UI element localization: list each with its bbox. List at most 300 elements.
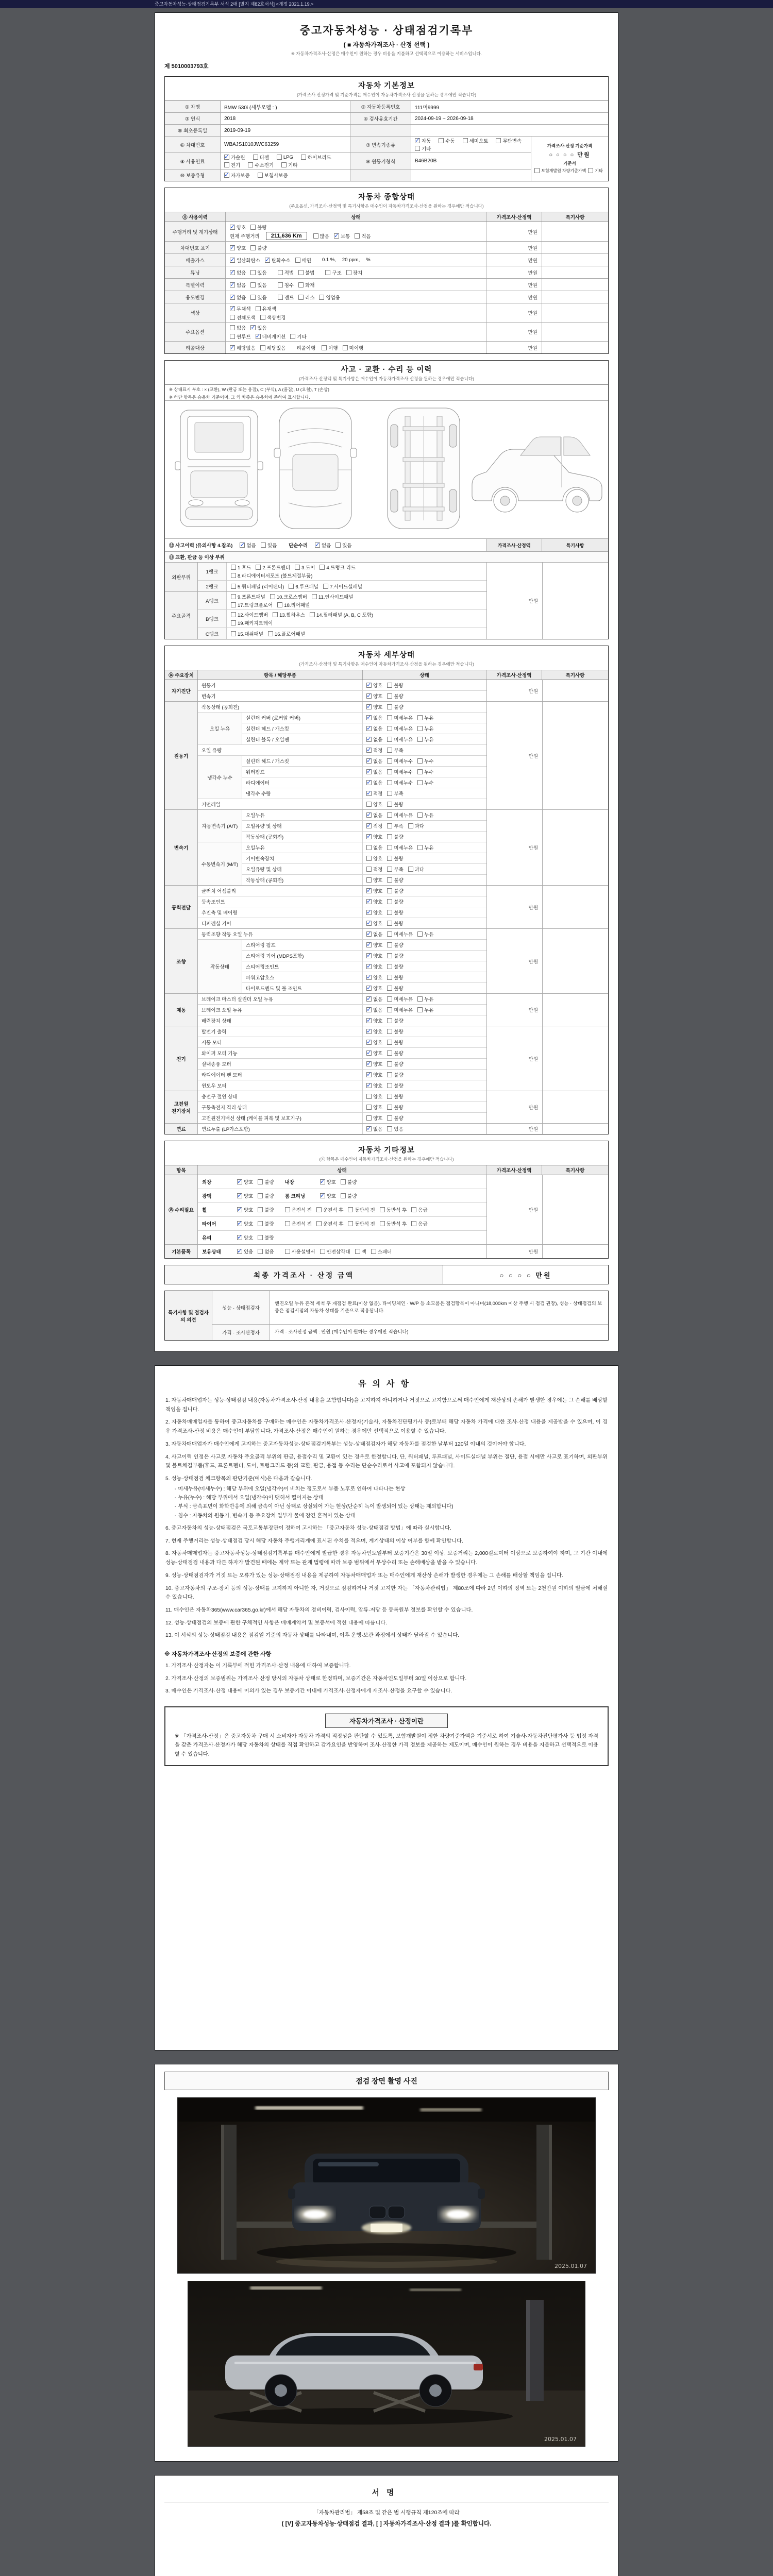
checkbox[interactable]	[230, 270, 235, 275]
checkbox[interactable]	[230, 245, 235, 250]
option	[230, 244, 246, 251]
checkbox[interactable]	[387, 953, 392, 958]
checkbox[interactable]	[334, 233, 339, 239]
checkbox[interactable]	[258, 1221, 263, 1226]
option	[258, 1220, 274, 1227]
checkbox[interactable]	[366, 910, 372, 915]
checkbox[interactable]	[341, 1179, 346, 1184]
table-header	[165, 670, 608, 680]
checkbox[interactable]	[366, 899, 372, 904]
status-line	[230, 304, 482, 312]
option	[366, 887, 382, 894]
option	[230, 344, 256, 351]
checkbox[interactable]	[366, 748, 372, 753]
checkbox[interactable]	[248, 162, 253, 167]
checkbox[interactable]	[415, 146, 420, 151]
checkbox[interactable]	[230, 345, 235, 350]
checkbox[interactable]	[417, 715, 423, 720]
option	[258, 172, 288, 179]
checkbox[interactable]	[230, 315, 235, 320]
checkbox[interactable]	[387, 704, 392, 709]
status-text: 현재 주행거리	[230, 234, 260, 240]
checkbox[interactable]	[387, 942, 392, 947]
item-label: 냉각수 수량	[242, 788, 363, 799]
checkbox[interactable]	[313, 233, 318, 239]
checkbox[interactable]	[224, 155, 229, 160]
checkbox[interactable]	[366, 737, 372, 742]
item-label: 워터펌프	[242, 767, 363, 777]
checkbox[interactable]	[387, 964, 392, 969]
checkbox[interactable]	[298, 282, 304, 287]
checkbox[interactable]	[341, 1193, 346, 1198]
checkbox[interactable]	[320, 1179, 325, 1184]
checkbox[interactable]	[588, 168, 593, 173]
checkbox[interactable]	[366, 812, 372, 818]
table-row	[165, 303, 608, 323]
option-label: 미세누유	[394, 1008, 413, 1013]
checkbox[interactable]	[417, 758, 423, 764]
checkbox[interactable]	[335, 543, 341, 548]
license-plate	[371, 2224, 402, 2232]
detail-row	[198, 907, 486, 918]
checkbox[interactable]	[343, 345, 348, 350]
checkbox[interactable]	[387, 1007, 392, 1012]
checkbox[interactable]	[387, 867, 392, 872]
section-note: (⑮ 항목은 매수인이 자동차가격조사·산정을 원하는 경우에만 적습니다)	[319, 1157, 454, 1162]
checkbox[interactable]	[278, 295, 283, 300]
checkbox[interactable]	[366, 1061, 372, 1066]
checkbox[interactable]	[253, 155, 258, 160]
checkbox[interactable]	[285, 1221, 290, 1226]
device-group	[165, 994, 608, 1026]
status-cell	[226, 303, 486, 322]
checkbox[interactable]	[285, 1207, 290, 1212]
checkbox[interactable]	[231, 594, 236, 599]
checkbox[interactable]	[316, 1221, 322, 1226]
checkbox[interactable]	[387, 1061, 392, 1066]
table-row	[165, 170, 531, 181]
checkbox[interactable]	[230, 258, 235, 263]
checkbox[interactable]	[387, 769, 392, 774]
checkbox[interactable]	[387, 986, 392, 991]
checkbox[interactable]	[231, 573, 236, 578]
checkbox[interactable]	[366, 1040, 372, 1045]
checkbox[interactable]	[231, 631, 236, 636]
checkbox[interactable]	[315, 543, 320, 548]
checkbox[interactable]	[387, 845, 392, 850]
checkbox[interactable]	[277, 155, 282, 160]
checkbox[interactable]	[237, 1207, 242, 1212]
detail-row	[198, 1070, 486, 1080]
checkbox[interactable]	[250, 282, 256, 287]
checkbox[interactable]	[387, 1018, 392, 1023]
option	[366, 941, 382, 948]
checkbox[interactable]	[380, 1221, 385, 1226]
checkbox[interactable]	[366, 683, 372, 688]
option	[387, 736, 413, 743]
option-label: 불량	[264, 1180, 274, 1185]
checkbox[interactable]	[278, 270, 283, 275]
checkbox[interactable]	[415, 138, 420, 143]
form-page-2-notices	[155, 1365, 618, 2050]
checkbox[interactable]	[366, 726, 372, 731]
checkbox[interactable]	[387, 1029, 392, 1034]
checkbox[interactable]	[277, 602, 282, 607]
checkbox[interactable]	[258, 1207, 263, 1212]
checkbox[interactable]	[224, 173, 229, 178]
option	[417, 779, 433, 786]
panel-option	[295, 564, 315, 571]
checkbox[interactable]	[316, 1207, 322, 1212]
checkbox[interactable]	[312, 594, 317, 599]
checkbox[interactable]	[231, 565, 236, 570]
checkbox[interactable]	[320, 1249, 325, 1254]
checkbox[interactable]	[256, 565, 261, 570]
car-windows	[276, 2336, 430, 2355]
checkbox[interactable]	[237, 1179, 242, 1184]
checkbox[interactable]	[366, 921, 372, 926]
option	[237, 1192, 253, 1199]
checkbox[interactable]	[260, 315, 265, 320]
checkbox[interactable]	[295, 565, 300, 570]
checkbox[interactable]	[380, 1207, 385, 1212]
option-label: 불량	[264, 1222, 274, 1227]
checkbox[interactable]	[417, 1007, 423, 1012]
etc-row	[198, 1217, 486, 1231]
guarantee-item	[165, 1662, 608, 1671]
checkbox[interactable]	[387, 921, 392, 926]
option	[366, 1039, 382, 1046]
checkbox[interactable]	[366, 953, 372, 958]
checkbox[interactable]	[387, 1040, 392, 1045]
checkbox[interactable]	[387, 1072, 392, 1077]
checkbox[interactable]	[366, 877, 372, 883]
checkbox[interactable]	[387, 812, 392, 818]
checkbox[interactable]	[260, 345, 265, 350]
checkbox[interactable]	[439, 138, 444, 143]
option-label: 수소전기	[255, 163, 274, 168]
checkbox[interactable]	[366, 964, 372, 969]
option-label: 전체도색	[237, 315, 256, 321]
car-diagram-svg	[170, 404, 603, 533]
checkbox[interactable]	[387, 758, 392, 764]
checkbox[interactable]	[258, 1249, 263, 1254]
checkbox[interactable]	[237, 1235, 242, 1240]
checkbox[interactable]	[224, 162, 229, 167]
field-label: ⑦ 변속기종류	[350, 137, 411, 152]
checkbox[interactable]	[387, 683, 392, 688]
checkbox[interactable]	[346, 270, 351, 275]
checkbox[interactable]	[310, 612, 315, 617]
status-text: 룸 크리닝	[284, 1194, 306, 1199]
checkbox[interactable]	[387, 780, 392, 785]
checkbox[interactable]	[320, 565, 325, 570]
form-page-4-signature	[155, 2475, 618, 2576]
status-cell	[226, 291, 486, 303]
checkbox[interactable]	[366, 780, 372, 785]
checkbox[interactable]	[285, 1249, 290, 1254]
checkbox[interactable]	[348, 1207, 353, 1212]
checkbox[interactable]	[366, 823, 372, 828]
notice-bullet: - 누유(누수) : 해당 부위에서 오일(냉각수)이 맺혀서 떨어지는 상태	[175, 1495, 324, 1501]
option-label: 있음	[244, 1249, 254, 1255]
option-label: 없음	[373, 1008, 383, 1013]
checkbox[interactable]	[258, 1235, 263, 1240]
checkbox[interactable]	[408, 823, 413, 828]
checkbox[interactable]	[355, 1249, 360, 1254]
checkbox[interactable]	[366, 975, 372, 980]
checkbox[interactable]	[387, 888, 392, 893]
checkbox[interactable]	[258, 173, 263, 178]
panel-option	[289, 583, 318, 590]
checkbox[interactable]	[366, 1018, 372, 1023]
checkbox[interactable]	[237, 1221, 242, 1226]
checkbox[interactable]	[387, 715, 392, 720]
checkbox[interactable]	[366, 1083, 372, 1088]
option	[366, 1028, 382, 1035]
checkbox[interactable]	[387, 748, 392, 753]
option	[366, 1104, 382, 1111]
car-underbody-view	[388, 408, 460, 529]
checkbox[interactable]	[387, 975, 392, 980]
checkbox[interactable]	[250, 225, 256, 230]
checkbox[interactable]	[298, 295, 304, 300]
item-label: 작동상태 (공회전)	[242, 875, 363, 885]
checkbox[interactable]	[463, 138, 468, 143]
panel-option	[277, 601, 310, 608]
checkbox[interactable]	[387, 996, 392, 1002]
checkbox[interactable]	[417, 996, 423, 1002]
checkbox[interactable]	[387, 693, 392, 699]
checkbox[interactable]	[258, 1193, 263, 1198]
checkbox[interactable]	[325, 270, 330, 275]
checkbox[interactable]	[534, 168, 540, 173]
detail-row	[242, 767, 486, 777]
checkbox[interactable]	[366, 834, 372, 839]
inspection-photo-1	[177, 2097, 596, 2274]
checkbox[interactable]	[231, 620, 236, 625]
option	[417, 811, 433, 819]
checkbox[interactable]	[366, 1115, 372, 1121]
checkbox[interactable]	[387, 931, 392, 937]
checkbox[interactable]	[408, 867, 413, 872]
checkbox[interactable]	[366, 693, 372, 699]
checkbox[interactable]	[290, 334, 295, 339]
checkbox[interactable]	[387, 899, 392, 904]
checkbox[interactable]	[387, 1094, 392, 1099]
checkbox[interactable]	[371, 1249, 376, 1254]
checkbox[interactable]	[417, 931, 423, 937]
remark-cell	[542, 1124, 608, 1134]
checkbox[interactable]	[366, 1029, 372, 1034]
option-label: 양호	[244, 1222, 254, 1227]
checkbox[interactable]	[268, 631, 273, 636]
checkbox[interactable]	[366, 856, 372, 861]
value-box: 211,636 Km	[266, 232, 307, 240]
checkbox[interactable]	[366, 867, 372, 872]
rank-items-line	[231, 593, 482, 600]
option	[366, 790, 382, 797]
checkbox[interactable]	[250, 295, 256, 300]
checkbox[interactable]	[265, 258, 270, 263]
checkbox[interactable]	[417, 812, 423, 818]
option	[366, 779, 382, 786]
checkbox[interactable]	[258, 1179, 263, 1184]
checkbox[interactable]	[366, 1050, 372, 1056]
checkbox[interactable]	[230, 325, 235, 330]
checkbox[interactable]	[295, 258, 300, 263]
checkbox[interactable]	[250, 245, 256, 250]
checkbox[interactable]	[231, 612, 236, 617]
checkbox[interactable]	[366, 845, 372, 850]
checkbox[interactable]	[387, 834, 392, 839]
rank-items-line	[231, 572, 482, 579]
option-label: 양호	[373, 954, 383, 959]
option-label: 있음	[257, 270, 267, 276]
checkbox[interactable]	[348, 1221, 353, 1226]
notice-item	[165, 1453, 608, 1471]
checkbox[interactable]	[230, 306, 235, 311]
checkbox[interactable]	[417, 726, 423, 731]
window-title: 중고자동차성능·상태점검기록부 서식 2매 [별지 제82호서식] <개정 2021.1.19.>	[155, 2, 314, 7]
option	[387, 1028, 403, 1035]
checkbox[interactable]	[417, 769, 423, 774]
option	[387, 811, 413, 819]
checkbox[interactable]	[366, 1007, 372, 1012]
item-label: 실린더 헤드 / 개스킷	[242, 756, 363, 766]
checkbox[interactable]	[387, 1105, 392, 1110]
checkbox[interactable]	[230, 225, 235, 230]
checkbox[interactable]	[366, 986, 372, 991]
option	[387, 920, 403, 927]
checkbox[interactable]	[411, 1207, 416, 1212]
checkbox[interactable]	[387, 791, 392, 796]
checkbox[interactable]	[387, 1115, 392, 1121]
checkbox[interactable]	[289, 584, 294, 589]
etc-row	[198, 1189, 486, 1203]
checkbox[interactable]	[387, 802, 392, 807]
checkbox[interactable]	[366, 758, 372, 764]
status-text: 타이어	[202, 1222, 216, 1227]
checkbox[interactable]	[417, 737, 423, 742]
option-label: 양호	[373, 943, 383, 948]
signature-section-title: 서명	[164, 2484, 609, 2502]
checkbox[interactable]	[387, 856, 392, 861]
checkbox[interactable]	[237, 1249, 242, 1254]
checkbox[interactable]	[411, 1221, 416, 1226]
checkbox[interactable]	[387, 737, 392, 742]
checkbox[interactable]	[320, 1193, 325, 1198]
checkbox[interactable]	[366, 1072, 372, 1077]
checkbox[interactable]	[366, 769, 372, 774]
checkbox[interactable]	[230, 334, 235, 339]
checkbox[interactable]	[230, 282, 235, 287]
checkbox[interactable]	[240, 543, 245, 548]
checkbox[interactable]	[366, 942, 372, 947]
checkbox[interactable]	[387, 823, 392, 828]
checkbox[interactable]	[355, 233, 360, 239]
checkbox[interactable]	[231, 602, 236, 607]
checkbox[interactable]	[322, 345, 327, 350]
item-label: 작동상태 (공회전)	[242, 832, 363, 842]
option-label: 유채색	[262, 306, 277, 312]
checkbox[interactable]	[261, 543, 266, 548]
checkbox[interactable]	[366, 802, 372, 807]
etc-group-label: ⑮ 수리필요	[165, 1175, 198, 1244]
checkbox[interactable]	[366, 1126, 372, 1131]
checkbox[interactable]	[323, 584, 328, 589]
checkbox[interactable]	[319, 295, 324, 300]
checkbox[interactable]	[387, 1126, 392, 1131]
column-header: 상태	[363, 670, 486, 680]
checkbox[interactable]	[387, 910, 392, 915]
checkbox[interactable]	[270, 594, 275, 599]
detail-row	[242, 864, 486, 875]
checkbox[interactable]	[366, 888, 372, 893]
option	[387, 995, 413, 1003]
checkbox[interactable]	[387, 877, 392, 883]
status-options	[363, 994, 486, 1004]
item-label: 연료누출 (LP가스포함)	[198, 1124, 363, 1134]
option	[277, 155, 293, 160]
status-options	[363, 832, 486, 842]
checkbox[interactable]	[298, 270, 304, 275]
checkbox[interactable]	[366, 704, 372, 709]
checkbox[interactable]	[278, 282, 283, 287]
checkbox[interactable]	[237, 1193, 242, 1198]
option-label: 불량	[394, 1062, 404, 1067]
checkbox[interactable]	[250, 325, 256, 330]
checkbox[interactable]	[230, 295, 235, 300]
item-label: 오일누유	[242, 842, 363, 853]
option	[237, 1248, 253, 1255]
checkbox[interactable]	[301, 155, 306, 160]
checkbox[interactable]	[366, 715, 372, 720]
checkbox[interactable]	[281, 162, 287, 167]
checkbox[interactable]	[366, 1094, 372, 1099]
option-label: 이행	[328, 345, 338, 351]
checkbox[interactable]	[387, 726, 392, 731]
checkbox[interactable]	[366, 931, 372, 937]
option	[224, 172, 250, 179]
checkbox[interactable]	[250, 270, 256, 275]
item-label: 라디에이터 팬 모터	[198, 1070, 363, 1080]
option	[387, 1039, 403, 1046]
checkbox[interactable]	[256, 334, 261, 339]
table-row	[165, 254, 608, 266]
device-group-label: 동력전달	[165, 886, 198, 928]
option	[415, 137, 431, 144]
checkbox[interactable]	[256, 306, 261, 311]
option	[319, 294, 340, 301]
checkbox[interactable]	[387, 1050, 392, 1056]
status-options	[363, 1015, 486, 1026]
status-options	[363, 1048, 486, 1058]
checkbox[interactable]	[417, 780, 423, 785]
checkbox[interactable]	[366, 996, 372, 1002]
item-label: 원동기	[198, 680, 363, 690]
section-detailed-state	[164, 646, 609, 1134]
option	[411, 1206, 427, 1213]
appraisal-amount-cell: 만원	[486, 563, 542, 639]
checkbox[interactable]	[366, 791, 372, 796]
checkbox[interactable]	[417, 845, 423, 850]
checkbox[interactable]	[496, 138, 501, 143]
checkbox[interactable]	[366, 1105, 372, 1110]
checkbox[interactable]	[231, 584, 236, 589]
checkbox[interactable]	[273, 612, 278, 617]
checkbox[interactable]	[387, 1083, 392, 1088]
